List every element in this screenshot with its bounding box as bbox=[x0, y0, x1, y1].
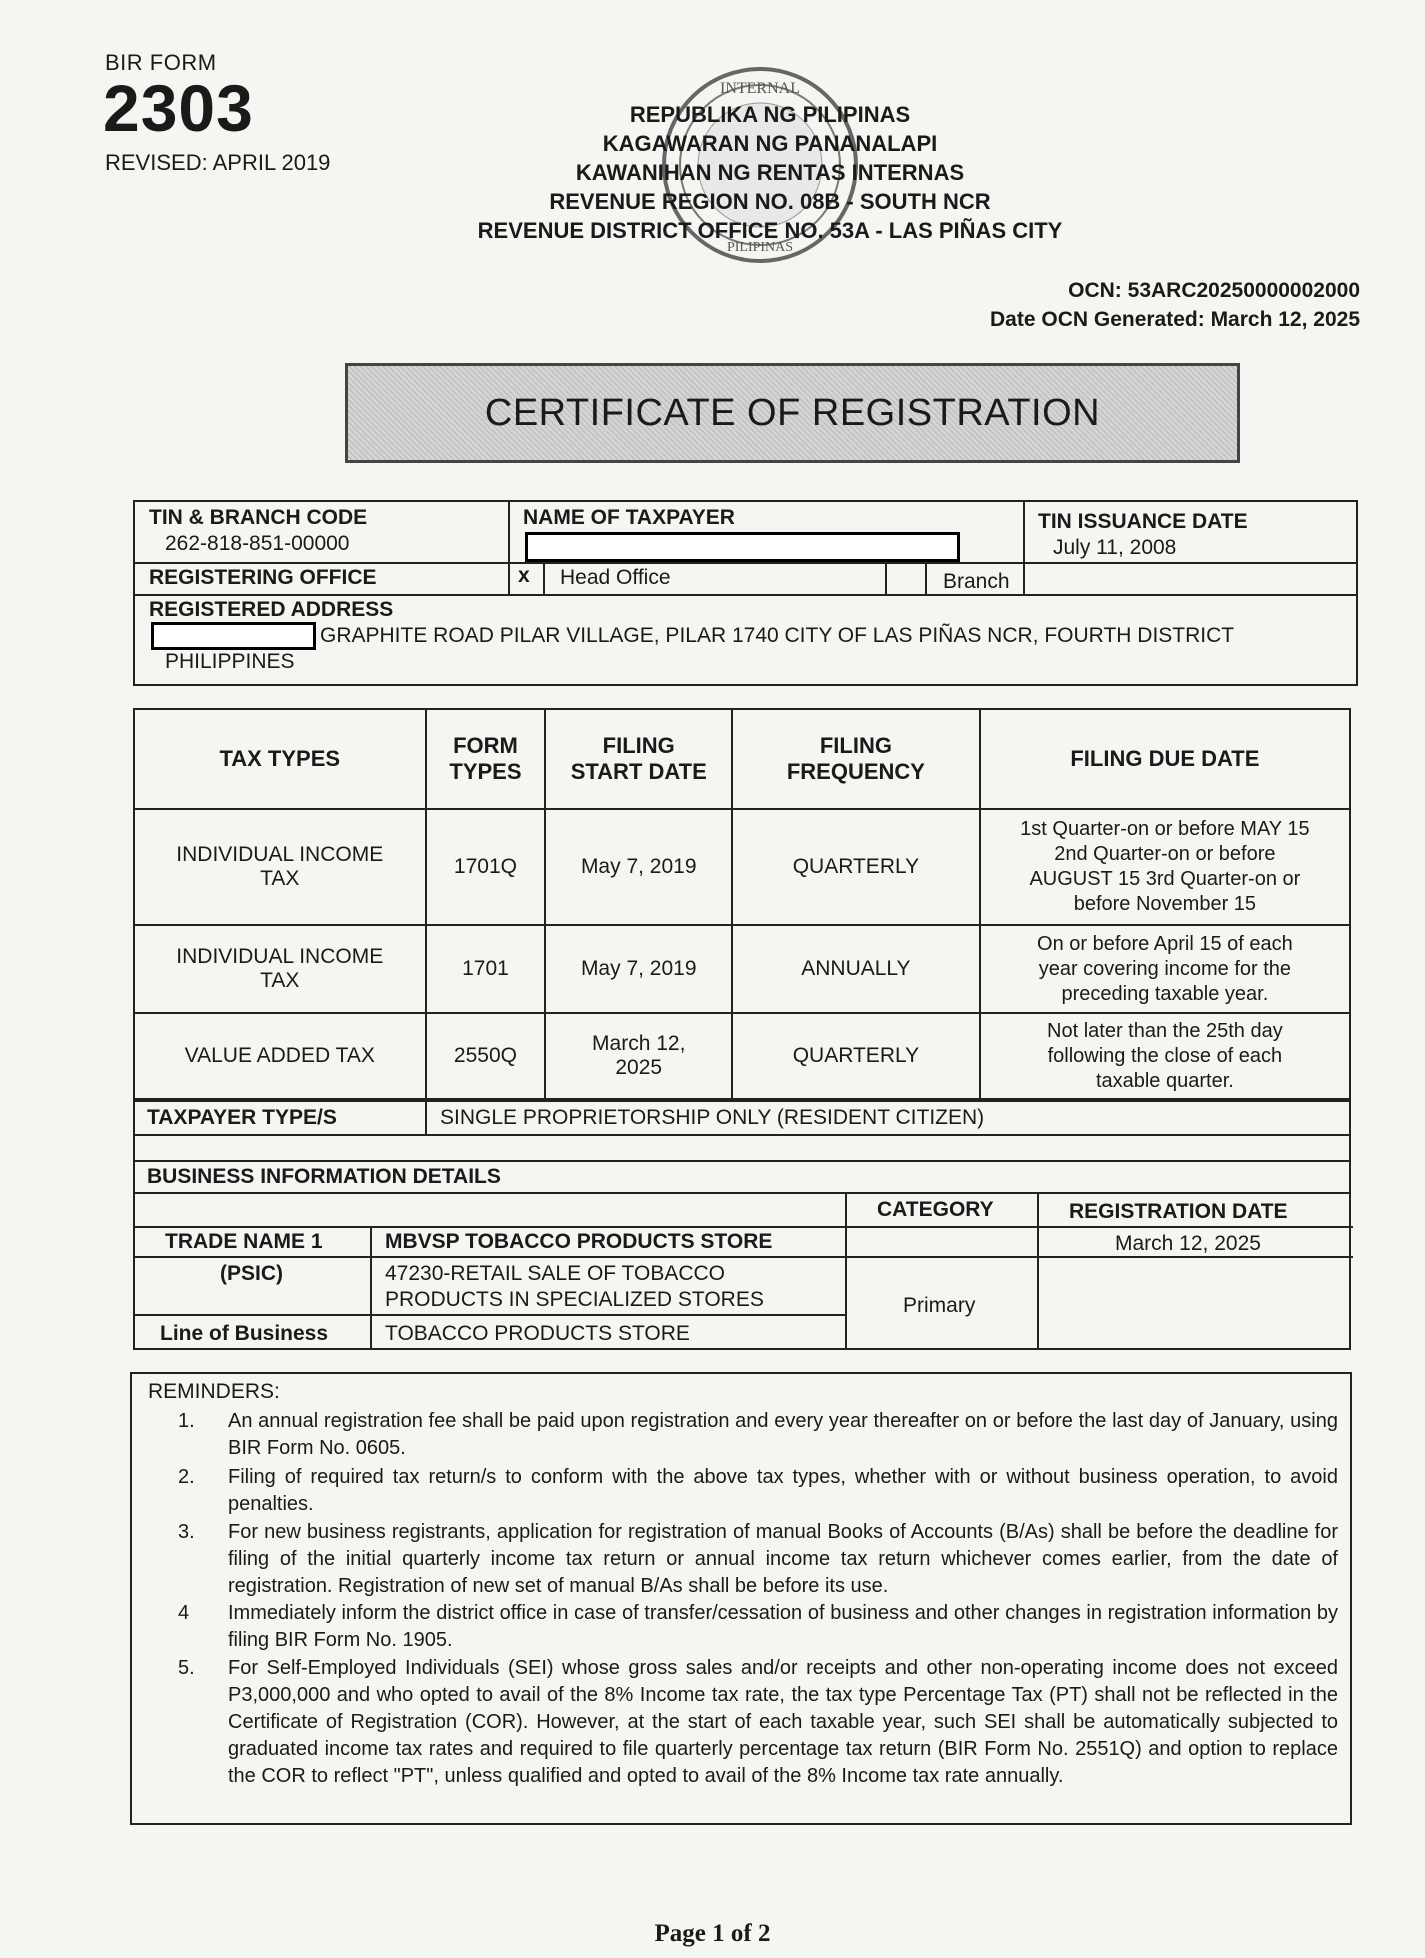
tax-types-table bbox=[133, 708, 1351, 1100]
agency-line-4: REVENUE REGION NO. 08B - SOUTH NCR bbox=[549, 189, 991, 214]
agency-line-3: KAWANIHAN NG RENTAS INTERNAS bbox=[575, 160, 965, 185]
tin-value: 262-818-851-00000 bbox=[165, 532, 350, 555]
registration-date-label: REGISTRATION DATE bbox=[1069, 1200, 1288, 1223]
tin-issuance-label: TIN ISSUANCE DATE bbox=[1038, 510, 1248, 533]
line-of-business-label: Line of Business bbox=[160, 1322, 329, 1345]
ocn-generated-date: Date OCN Generated: March 12, 2025 bbox=[990, 308, 1360, 331]
frequency-cell: QUARTERLY bbox=[732, 809, 980, 925]
start-date-cell: May 7, 2019 bbox=[545, 925, 732, 1013]
frequency-cell: ANNUALLY bbox=[732, 925, 980, 1013]
seal-bottom-text: PILIPINAS bbox=[726, 240, 794, 255]
business-info-block bbox=[133, 1100, 1351, 1350]
address-redaction bbox=[151, 622, 316, 650]
form-number: 2303 bbox=[103, 71, 254, 145]
reminder-item: 4 Immediately inform the district office in case of transfer/cessation of business and other changes in registration information by filing BIR Form No. 1905. bbox=[178, 1602, 1338, 1651]
taxpayer-name-label: NAME OF TAXPAYER bbox=[523, 506, 735, 529]
registration-date-value: March 12, 2025 bbox=[1115, 1232, 1261, 1255]
ocn-block bbox=[990, 276, 1360, 334]
due-date-cell: Not later than the 25th day following the close of each taxable quarter. bbox=[980, 1013, 1350, 1099]
reminder-item: 3. For new business registrants, application for registration of manual Books of Accounts (B/As) shall be before the deadline for filing of the initial quarterly income tax return or annual income tax return whichever comes earlier, from the date of registration. Registration of new set of manual B/As shall be before its use. bbox=[178, 1521, 1338, 1597]
table-row bbox=[134, 809, 1350, 925]
header-filing-frequency: FILING FREQUENCY bbox=[732, 709, 980, 809]
agency-header bbox=[400, 100, 1140, 245]
form-type-cell: 1701Q bbox=[426, 809, 546, 925]
line-of-business-value: TOBACCO PRODUCTS STORE bbox=[385, 1322, 690, 1345]
form-type-cell: 2550Q bbox=[426, 1013, 546, 1099]
reminder-item: 5. For Self-Employed Individuals (SEI) whose gross sales and/or receipts and other non-operating income does not exceed P3,000,000 and who opted to avail of the 8% Income tax rate, the tax type Percentage Tax (PT) shall not be reflected in the Certificate of Registration (COR). However, at the start of each taxable year, such SEI shall be automatically subjected to graduated income tax rates and required to file quarterly percentage tax return (BIR Form No. 2551Q) and option to replace the COR to reflect "PT", unless qualified and opted to avail of the 8% Income tax rate annually. bbox=[178, 1657, 1338, 1787]
agency-line-2: KAGAWARAN NG PANANALAPI bbox=[602, 131, 938, 156]
category-label: CATEGORY bbox=[877, 1198, 994, 1221]
header-filing-due-date: FILING DUE DATE bbox=[980, 709, 1350, 809]
head-office-option: Head Office bbox=[560, 566, 671, 589]
category-value: Primary bbox=[903, 1294, 976, 1317]
agency-line-1: REPUBLIKA NG PILIPINAS bbox=[629, 102, 911, 127]
tax-type-cell: INDIVIDUAL INCOME TAX bbox=[134, 925, 426, 1013]
reminder-item: 1. An annual registration fee shall be paid upon registration and every year thereafter on or before the last day of January, using BIR Form No. 0605. bbox=[178, 1410, 1338, 1459]
seal-top-text: INTERNAL bbox=[720, 80, 800, 97]
reminders-block bbox=[130, 1372, 1352, 1825]
reminder-item: 2. Filing of required tax return/s to conform with the above tax types, whether with or without business operation, to avoid penalties. bbox=[178, 1466, 1338, 1515]
header-filing-start-date: FILING START DATE bbox=[545, 709, 732, 809]
registration-block bbox=[133, 500, 1358, 686]
frequency-cell: QUARTERLY bbox=[732, 1013, 980, 1099]
registered-address-label: REGISTERED ADDRESS bbox=[149, 598, 394, 621]
due-date-cell: 1st Quarter-on or before MAY 15 2nd Quarter-on or before AUGUST 15 3rd Quarter-on or before November 15 bbox=[980, 809, 1350, 925]
tax-table-header-row bbox=[134, 709, 1350, 809]
start-date-cell: May 7, 2019 bbox=[545, 809, 732, 925]
start-date-cell: March 12, 2025 bbox=[545, 1013, 732, 1099]
due-date-cell: On or before April 15 of each year covering income for the preceding taxable year. bbox=[980, 925, 1350, 1013]
form-revision: REVISED: APRIL 2019 bbox=[105, 150, 331, 175]
reminders-title: REMINDERS: bbox=[148, 1380, 280, 1403]
branch-option: Branch bbox=[943, 570, 1010, 593]
psic-value-line-1: 47230-RETAIL SALE OF TOBACCO bbox=[385, 1262, 726, 1285]
table-row bbox=[134, 925, 1350, 1013]
tin-issuance-value: July 11, 2008 bbox=[1053, 536, 1177, 559]
header-tax-types: TAX TYPES bbox=[134, 709, 426, 809]
ocn-number: OCN: 53ARC20250000002000 bbox=[1068, 279, 1360, 302]
taxpayer-name-redaction bbox=[525, 532, 960, 562]
tin-label: TIN & BRANCH CODE bbox=[149, 506, 368, 529]
business-info-header: BUSINESS INFORMATION DETAILS bbox=[147, 1165, 501, 1188]
head-office-checkbox-mark: x bbox=[518, 564, 530, 587]
agency-line-5: REVENUE DISTRICT OFFICE NO. 53A - LAS PIÑAS CITY bbox=[477, 218, 1063, 243]
taxpayer-type-value: SINGLE PROPRIETORSHIP ONLY (RESIDENT CITIZEN) bbox=[440, 1106, 985, 1129]
registered-address-line-1: GRAPHITE ROAD PILAR VILLAGE, PILAR 1740 CITY OF LAS PIÑAS NCR, FOURTH DISTRICT bbox=[320, 624, 1235, 647]
psic-value-line-2: PRODUCTS IN SPECIALIZED STORES bbox=[385, 1288, 764, 1311]
psic-label: (PSIC) bbox=[220, 1262, 283, 1285]
trade-name-label: TRADE NAME 1 bbox=[165, 1230, 323, 1253]
taxpayer-type-label: TAXPAYER TYPE/S bbox=[147, 1106, 337, 1129]
registering-office-label: REGISTERING OFFICE bbox=[149, 566, 377, 589]
form-type-cell: 1701 bbox=[426, 925, 546, 1013]
header-form-types: FORM TYPES bbox=[426, 709, 546, 809]
tax-type-cell: INDIVIDUAL INCOME TAX bbox=[134, 809, 426, 925]
trade-name-value: MBVSP TOBACCO PRODUCTS STORE bbox=[385, 1230, 773, 1253]
registered-address-line-2: PHILIPPINES bbox=[165, 650, 295, 673]
form-label: BIR FORM bbox=[105, 50, 217, 75]
document-title: CERTIFICATE OF REGISTRATION bbox=[345, 363, 1240, 463]
table-row bbox=[134, 1013, 1350, 1099]
tax-type-cell: VALUE ADDED TAX bbox=[134, 1013, 426, 1099]
page-number: Page 1 of 2 bbox=[654, 1920, 771, 1947]
